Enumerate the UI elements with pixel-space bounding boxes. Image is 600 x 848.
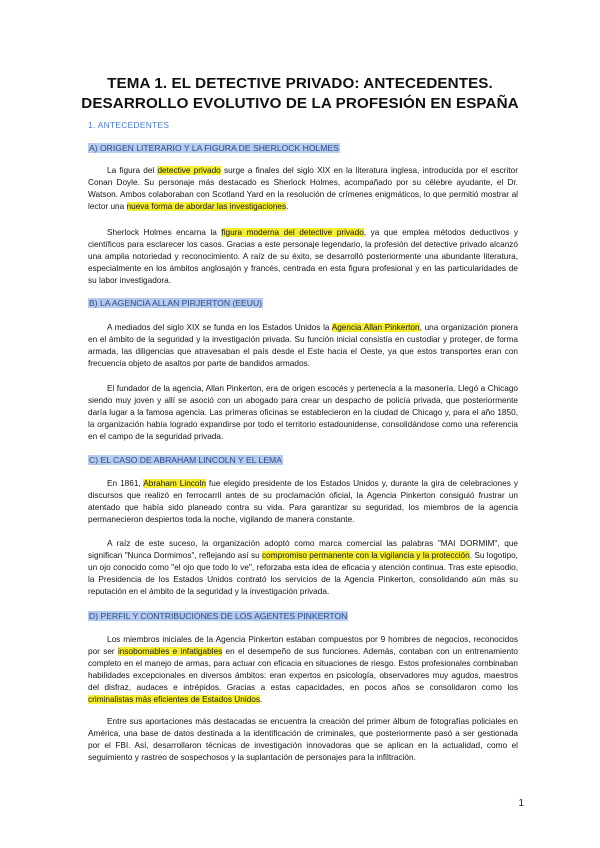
subsection-heading-a: A) ORIGEN LITERARIO Y LA FIGURA DE SHERLOCK HOLMES <box>89 143 339 153</box>
subsection-heading-b: B) LA AGENCIA ALLAN PIRJERTON (EEUU) <box>89 298 263 308</box>
highlighted-text: criminalistas más eficientes de Estados Unidos <box>88 694 260 704</box>
paragraph-text: Entre sus aportaciones más destacadas se encuentra la creación del primer álbum de fotografías policiales en América, una base de datos destinada a la identificación de criminales, que posteriormente pasó a ser gestionada por el FBI. Así, desarrollaron técnicas de investigación innovadoras que se aplican en la actualidad, como el seguimiento y rastreo de sospechosos y la suplantación de personajes para la infiltración. <box>88 717 518 762</box>
page-number: 1 <box>518 798 524 809</box>
paragraph-text: , ya que emplea métodos deductivos y científicos para esclarecer los casos. Gracias a este personaje legendario, la profesión del detective privado alcanzó una amplia notoriedad y reconocimiento. A raíz de su éxito, se desarrolló posteriormente una abundante literatura, especialmente en los ámbitos anglosajón y francés, centrada en esta figura profesional y en las particularidades de su labor investigadora. <box>88 228 518 285</box>
paragraph <box>88 322 518 370</box>
paragraph <box>88 716 518 764</box>
highlighted-text: Abraham Lincoln <box>143 479 206 488</box>
highlighted-text: nueva forma de abordar las investigaciones <box>126 201 287 211</box>
paragraph <box>88 634 518 705</box>
title-line-1: TEMA 1. EL DETECTIVE PRIVADO: ANTECEDENTES. <box>107 75 493 92</box>
paragraph-text: Sherlock Holmes encarna la <box>107 228 222 237</box>
highlighted-text: detective privado <box>157 166 221 175</box>
paragraph-text: , una organización pionera en el ámbito de la seguridad y la investigación privada. Su función inicial consistía en custodiar y proteger, de forma armada, las diligencias que atravesaban el país desde el Este hacia el Oeste, ya que estos transportes eran con frecuencia objeto de asaltos por parte de bandidos armados. <box>88 323 518 368</box>
paragraph <box>88 538 518 598</box>
paragraph-text: . <box>286 201 289 211</box>
paragraph <box>88 383 518 443</box>
paragraph <box>88 165 518 213</box>
section-heading: 1. ANTECEDENTES <box>88 120 170 130</box>
paragraph-text: surge a finales del siglo XIX en la literatura inglesa, introducida por el escritor Conan Doyle. Su personaje más destacado es Sherlock Holmes, acompañado por su célebre ayudante, el Dr. Watson. Ambos colaboraban con Scotland Yard en la resolución de crímenes enigmáticos, lo que permitió mostrar al lector una <box>88 166 518 211</box>
document-title <box>60 74 540 114</box>
highlighted-text: insobornables e infatigables <box>117 646 223 656</box>
paragraph-text: . Su logotipo, un ojo conocido como "el ojo que todo lo ve", reforzaba esta idea de eficacia y atención continua. Tras este episodio, la Presidencia de los Estados Unidos contrató los servicios de la Agencia Pinkerton, consolidando aún más su reputación en el ámbito de la seguridad y la investigación privada. <box>88 550 518 596</box>
paragraph-text: en el desempeño de sus funciones. Además, contaban con un entrenamiento completo en el manejo de armas, para actuar con eficacia en situaciones de riesgo. Estos profesionales combinaban habilidades excepcionales en diversos ámbitos: eran expertos en psicología, observadores muy agudos, maestros del disfraz, audaces e intrépidos. Gracias a estas capacidades, en pocos años se consolidaron como los <box>88 646 519 692</box>
title-line-2: DESARROLLO EVOLUTIVO DE LA PROFESIÓN EN ESPAÑA <box>81 95 519 112</box>
highlighted-text: compromiso permanente con la vigilancia y la protección <box>262 550 470 560</box>
paragraph-text: A mediados del siglo XIX se funda en los Estados Unidos la <box>107 323 332 332</box>
paragraph-text: Los miembros iniciales de la Agencia Pinkerton estaban compuestos por 9 hombres de negocios, reconocidos por ser <box>88 635 518 656</box>
highlighted-text: figura moderna del detective privado <box>221 228 364 237</box>
highlighted-text: Agencia Allan Pinkerton <box>331 323 420 332</box>
paragraph-text: . <box>259 694 263 704</box>
paragraph-text: La figura del <box>107 166 158 175</box>
subsection-heading-d: D) PERFIL Y CONTRIBUCIONES DE LOS AGENTES PINKERTON <box>89 611 348 621</box>
paragraph-text: En 1861, <box>107 479 144 488</box>
paragraph-text: El fundador de la agencia, Allan Pinkerton, era de origen escocés y pertenecía a la masonería. Llegó a Chicago siendo muy joven y allí se asoció con un abogado para crear un despacho de policía privada, que posteriormente daría lugar a la famosa agencia. Las primeras oficinas se establecieron en la ciudad de Chicago y, para el año 1850, la organización había logrado expandirse por todo el territorio estadounidense, consolidándose como una referencia en el campo de la seguridad privada. <box>88 384 518 441</box>
paragraph <box>88 227 518 287</box>
paragraph-text: fue elegido presidente de los Estados Unidos y, durante la gira de celebraciones y discursos que realizó en ferrocarril antes de su proclamación oficial, la Agencia Pinkerton consiguió frustrar un atentado que había sido planeado contra su vida. Para garantizar su seguridad, los miembros de la agencia permanecieron despiertos toda la noche, vigilando de manera constante. <box>88 479 518 524</box>
paragraph <box>88 478 518 526</box>
subsection-heading-c: C) EL CASO DE ABRAHAM LINCOLN Y EL LEMA <box>89 455 282 465</box>
paragraph-text: A raíz de este suceso, la organización adoptó como marca comercial las palabras "MAI DORMIM", que significan "Nunca Dormimos", reflejando así su <box>88 539 518 560</box>
